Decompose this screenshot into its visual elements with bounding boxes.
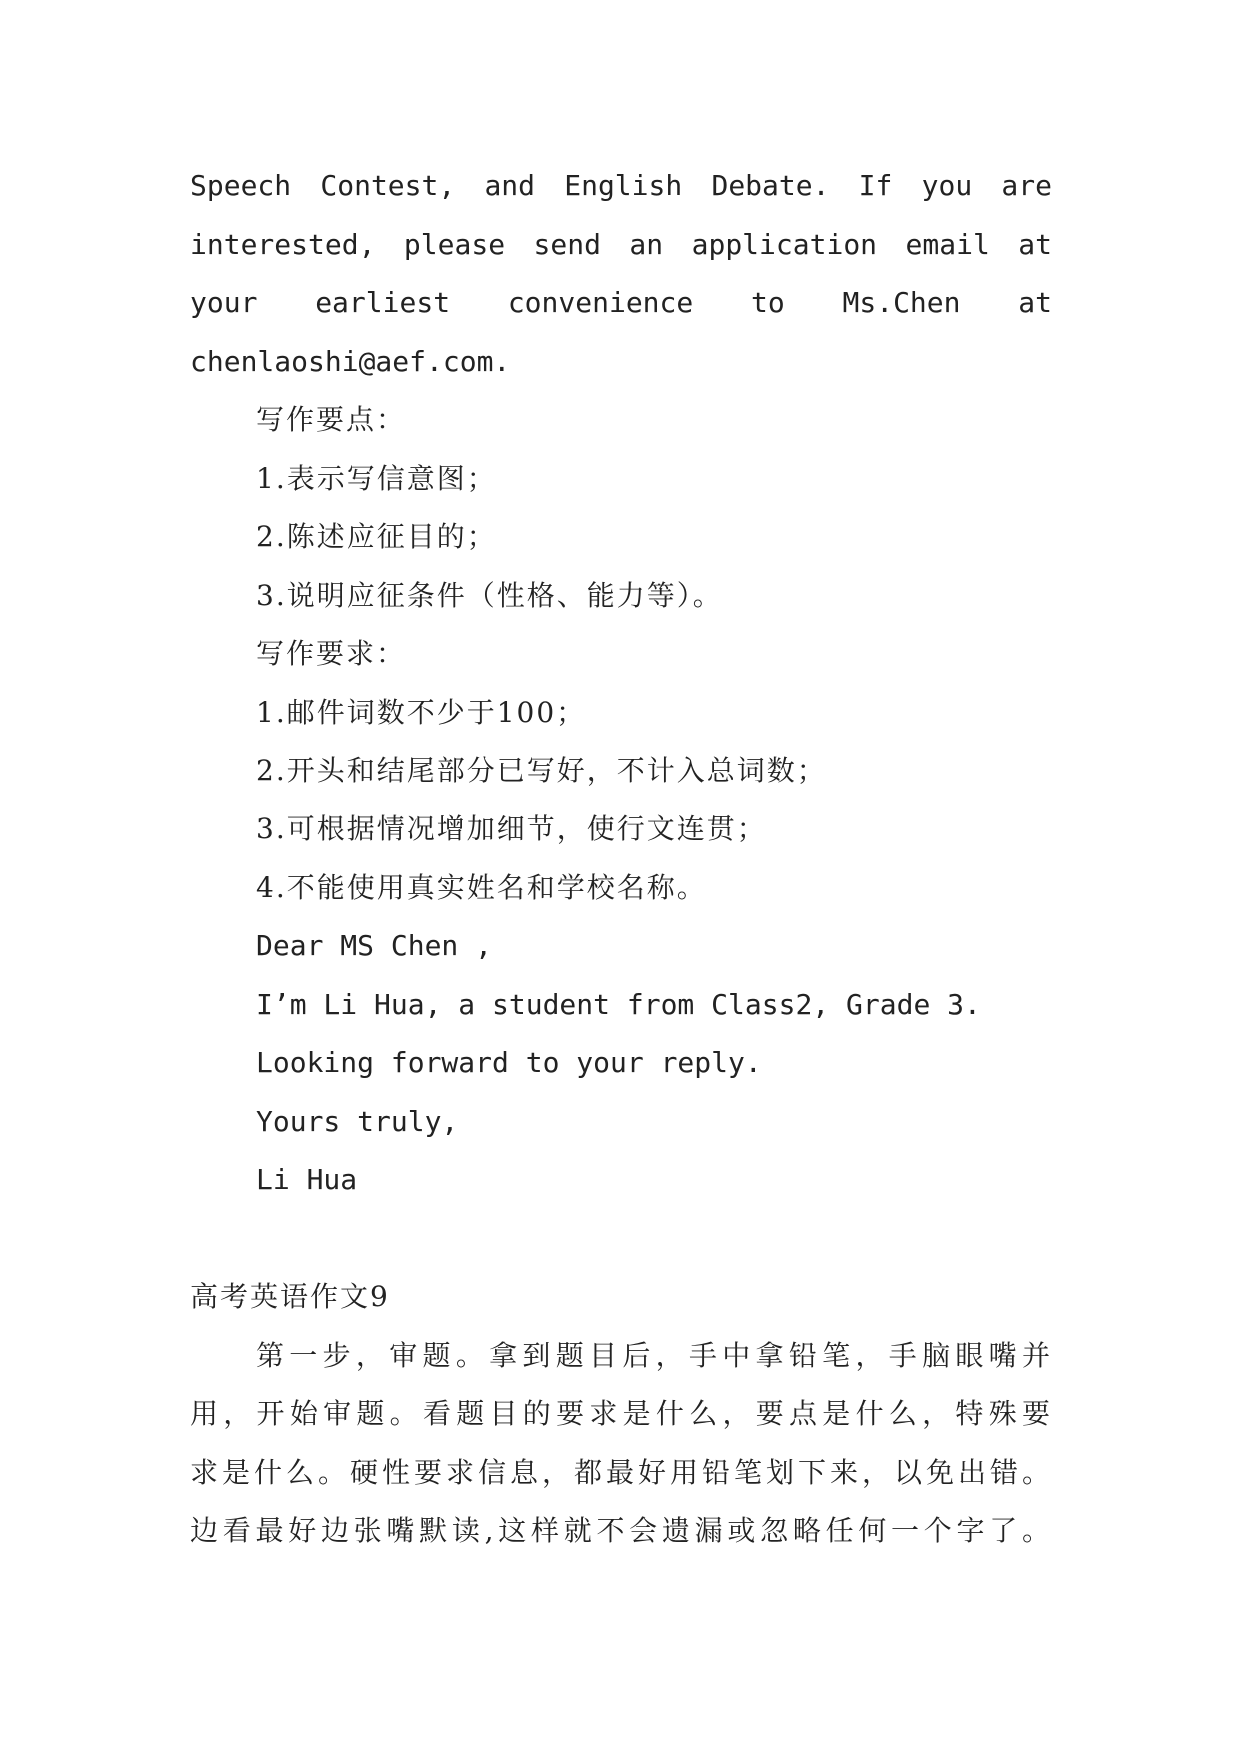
paragraph-line-3: 求是什么。硬性要求信息，都最好用铅笔划下来，以免出错。 <box>190 1456 1052 1489</box>
passage-line-2: interested, please send an application email at <box>190 228 1052 261</box>
passage-line-3: your earliest convenience to Ms.Chen at <box>190 286 1052 319</box>
letter-greeting: Dear MS Chen , <box>256 929 493 962</box>
writing-requirement-item-3: 3.可根据情况增加细节，使行文连贯； <box>256 812 767 845</box>
letter-intro: I’m Li Hua, a student from Class2, Grade 3. <box>256 988 981 1021</box>
writing-requirements-heading: 写作要求： <box>256 637 407 670</box>
writing-point-item-1: 1.表示写信意图； <box>256 462 497 495</box>
paragraph-line-2: 用，开始审题。看题目的要求是什么，要点是什么，特殊要 <box>190 1397 1052 1430</box>
section-title: 高考英语作文9 <box>190 1280 390 1313</box>
paragraph-line-4: 边看最好边张嘴默读,这样就不会遗漏或忽略任何一个字了。 <box>190 1514 1052 1547</box>
letter-sign-off: Yours truly, <box>256 1105 459 1138</box>
writing-point-item-2: 2.陈述应征目的； <box>256 520 497 553</box>
letter-closing-line: Looking forward to your reply. <box>256 1046 762 1079</box>
writing-requirement-item-1: 1.邮件词数不少于100； <box>256 696 587 729</box>
writing-points-heading: 写作要点： <box>256 403 407 436</box>
passage-line-1: Speech Contest, and English Debate. If you are <box>190 169 1052 202</box>
writing-requirement-item-2: 2.开头和结尾部分已写好，不计入总词数； <box>256 754 827 787</box>
paragraph-line-1: 第一步，审题。拿到题目后，手中拿铅笔，手脑眼嘴并 <box>256 1339 1052 1372</box>
writing-point-item-3: 3.说明应征条件（性格、能力等）。 <box>256 579 723 612</box>
writing-requirement-item-4: 4.不能使用真实姓名和学校名称。 <box>256 871 707 904</box>
letter-signature: Li Hua <box>256 1163 358 1196</box>
passage-line-4: chenlaoshi@aef.com. <box>190 345 511 378</box>
